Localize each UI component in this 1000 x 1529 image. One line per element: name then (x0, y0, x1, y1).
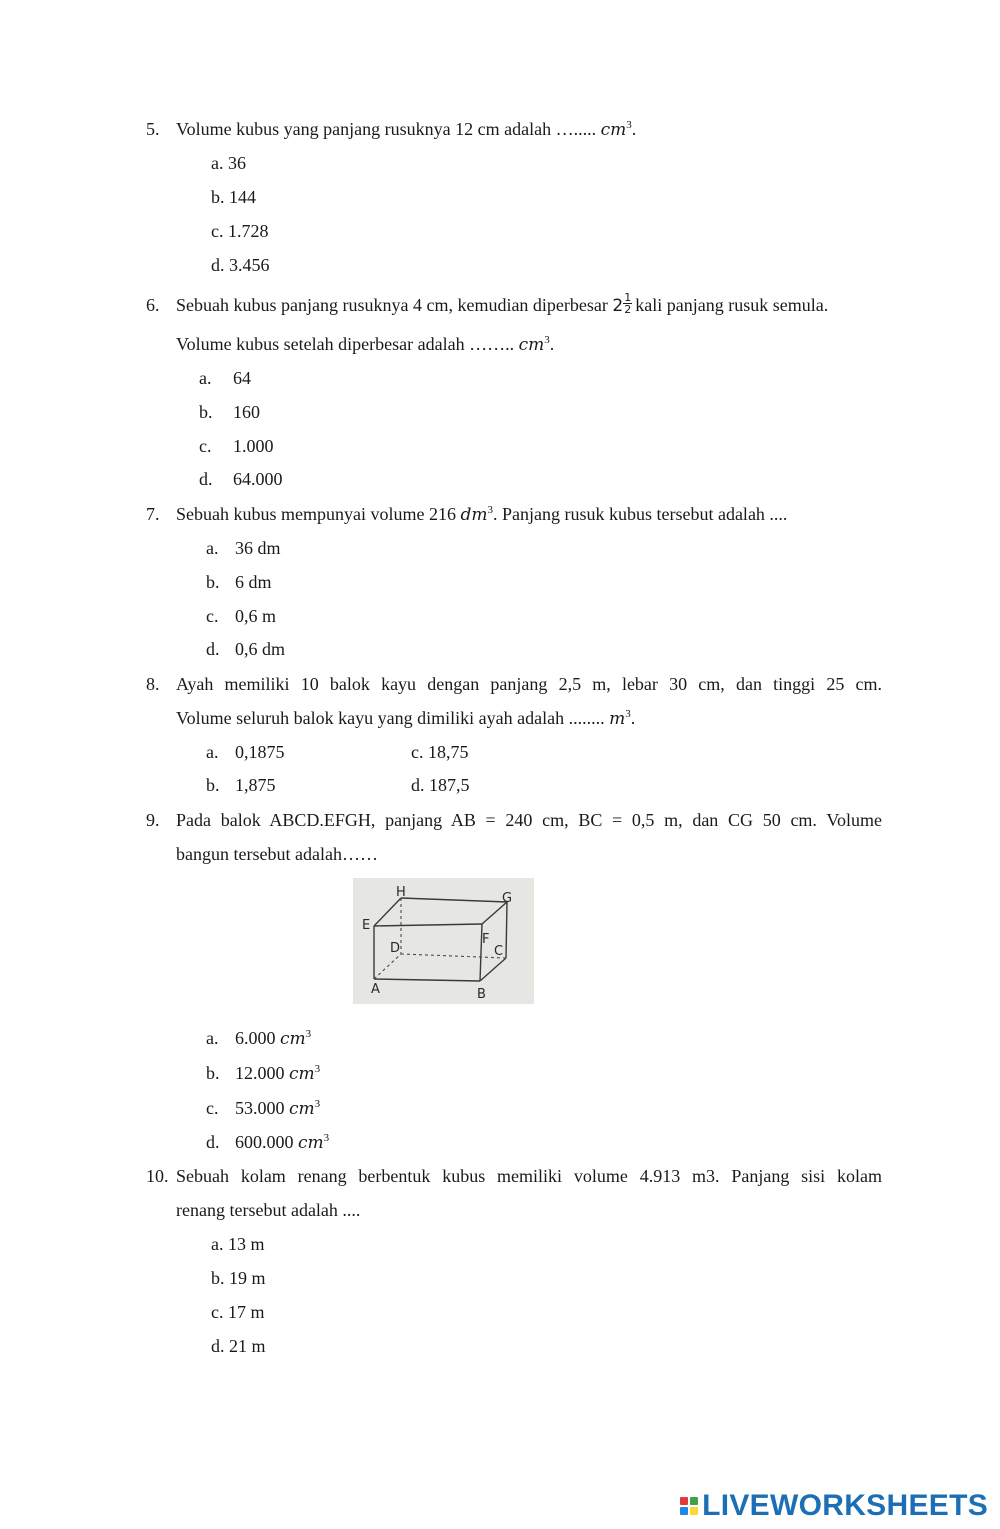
question-6-exponent: 3 (544, 334, 550, 346)
option-exponent: 3 (305, 1028, 312, 1040)
option-letter: a. (211, 1234, 224, 1254)
option-text: 36 (228, 153, 246, 173)
option-letter: b. (206, 572, 220, 592)
question-5-unit: cm (600, 120, 627, 140)
option-letter: c. (206, 1098, 219, 1118)
option-text: 12.000 (235, 1063, 289, 1083)
option-text: 6 dm (235, 572, 272, 592)
option-letter: a. (206, 742, 219, 762)
option-text: 17 m (228, 1302, 265, 1322)
option-letter: b. (206, 775, 220, 795)
logo-square-yellow (690, 1507, 698, 1515)
question-8-exponent: 3 (625, 708, 631, 720)
option-text: 0,6 dm (235, 639, 286, 659)
option-text: 1.000 (233, 436, 274, 456)
option-letter: c. (211, 1302, 224, 1322)
option-letter: d. (206, 639, 220, 659)
question-6-number: 6. (146, 295, 160, 315)
question-6-line2 (176, 334, 554, 355)
vertex-label-H: H (396, 885, 406, 900)
edge-GC (506, 902, 507, 958)
question-8-option-b[interactable] (206, 775, 276, 796)
vertex-label-G: G (502, 891, 513, 906)
question-7-stem-end: . Panjang rusuk kubus tersebut adalah .... (492, 504, 788, 524)
question-10-number: 10. (146, 1166, 169, 1186)
question-7-option-b[interactable] (206, 572, 272, 593)
question-7-option-c[interactable] (206, 606, 276, 627)
option-text: 64.000 (233, 469, 283, 489)
question-5-exponent: 3 (626, 119, 632, 131)
question-6-option-a[interactable] (199, 368, 251, 389)
question-6-option-b[interactable] (199, 402, 260, 423)
question-5-number: 5. (146, 119, 160, 139)
question-8-option-a[interactable] (206, 742, 285, 763)
question-9-option-d[interactable] (206, 1132, 329, 1153)
question-7-exponent: 3 (487, 504, 493, 516)
option-letter: c. (206, 606, 219, 626)
question-9-option-b[interactable] (206, 1063, 320, 1084)
option-exponent: 3 (323, 1132, 330, 1144)
question-6-option-c[interactable] (199, 436, 274, 457)
option-text: 600.000 (235, 1132, 298, 1152)
question-5-stem-end: . (631, 119, 637, 139)
option-text: 1,875 (235, 775, 276, 795)
question-8-line2 (176, 708, 635, 729)
question-6-option-d[interactable] (199, 469, 283, 490)
question-6-whole: 2 (612, 296, 624, 316)
option-letter: b. (206, 1063, 220, 1083)
option-letter: d. (411, 775, 425, 795)
question-10-line2: renang tersebut adalah .... (176, 1200, 361, 1220)
question-8-line1: Ayah memiliki 10 balok kayu dengan panjang 2,5 m, lebar 30 cm, dan tinggi 25 cm. (176, 674, 882, 694)
question-7-number: 7. (146, 504, 160, 524)
option-text: 0,6 m (235, 606, 277, 626)
vertex-label-C: C (494, 944, 504, 959)
option-text: 64 (233, 368, 251, 388)
liveworksheets-logo-text: LIVEWORKSHEETS (702, 1489, 988, 1522)
question-6-fraction (623, 292, 632, 315)
option-text: 36 dm (235, 538, 281, 558)
option-letter: c. (211, 221, 224, 241)
option-text: 13 m (228, 1234, 265, 1254)
option-text: 19 m (229, 1268, 266, 1288)
option-letter: b. (211, 1268, 225, 1288)
logo-square-red (680, 1497, 688, 1505)
vertex-label-B: B (477, 987, 486, 1002)
option-text: 6.000 (235, 1028, 280, 1048)
question-6-stem-2: Volume kubus setelah diperbesar adalah …….. (176, 334, 519, 354)
question-10-option-a[interactable] (211, 1234, 265, 1255)
question-5-option-c[interactable] (211, 221, 269, 242)
option-unit: cm (289, 1099, 315, 1119)
option-text: 1.728 (228, 221, 269, 241)
option-text: 187,5 (429, 775, 470, 795)
question-5-text (176, 119, 636, 140)
option-unit: cm (289, 1064, 315, 1084)
option-letter: d. (206, 1132, 220, 1152)
question-9-line2: bangun tersebut adalah…… (176, 844, 378, 864)
question-9-number: 9. (146, 810, 160, 830)
option-text: 3.456 (229, 255, 270, 275)
question-7-stem: Sebuah kubus mempunyai volume 216 (176, 504, 461, 524)
option-letter: a. (206, 538, 219, 558)
option-letter: b. (199, 402, 213, 422)
question-8-option-d[interactable] (411, 775, 470, 796)
option-letter: a. (199, 368, 212, 388)
option-text: 21 m (229, 1336, 266, 1356)
option-letter: c. (411, 742, 424, 762)
question-7-option-a[interactable] (206, 538, 281, 559)
question-5-option-b[interactable] (211, 187, 256, 208)
question-8-number: 8. (146, 674, 160, 694)
option-letter: c. (199, 436, 212, 456)
vertex-label-F: F (482, 932, 490, 947)
fraction-denominator: 2 (624, 303, 632, 317)
option-letter: b. (211, 187, 225, 207)
option-text: 53.000 (235, 1098, 289, 1118)
vertex-label-D: D (390, 941, 401, 956)
question-7-option-d[interactable] (206, 639, 285, 660)
question-7-text (176, 504, 787, 525)
question-6-stem: Sebuah kubus panjang rusuknya 4 cm, kemudian diperbesar (176, 295, 613, 315)
question-10-option-d[interactable] (211, 1336, 266, 1357)
question-5-option-d[interactable] (211, 255, 270, 276)
option-letter: d. (199, 469, 213, 489)
cuboid-diagram (353, 878, 534, 1004)
liveworksheets-logo[interactable] (680, 1491, 988, 1521)
option-unit: cm (280, 1029, 306, 1049)
question-8-unit: m (609, 709, 626, 729)
option-unit: cm (298, 1133, 324, 1153)
vertex-label-E: E (362, 918, 371, 933)
question-6-stem-end: kali panjang rusuk semula. (635, 295, 829, 315)
question-6-stem-2-end: . (549, 334, 555, 354)
vertex-label-A: A (371, 982, 380, 997)
question-8-option-c[interactable] (411, 742, 469, 763)
option-text: 144 (229, 187, 256, 207)
fraction-numerator: 1 (624, 291, 632, 305)
option-letter: d. (211, 255, 225, 275)
question-5-option-a[interactable] (211, 153, 246, 174)
option-exponent: 3 (314, 1063, 321, 1075)
option-letter: a. (211, 153, 224, 173)
question-10-line1: Sebuah kolam renang berbentuk kubus memiliki volume 4.913 m3. Panjang sisi kolam (176, 1166, 882, 1186)
option-text: 160 (233, 402, 260, 422)
question-6-line1 (176, 291, 829, 318)
question-9-line1: Pada balok ABCD.EFGH, panjang AB = 240 cm, BC = 0,5 m, dan CG 50 cm. Volume (176, 810, 882, 830)
question-6-unit: cm (518, 335, 545, 355)
question-8-stem-2: Volume seluruh balok kayu yang dimiliki ayah adalah ........ (176, 708, 610, 728)
question-7-unit: dm (460, 505, 488, 525)
question-5-stem: Volume kubus yang panjang rusuknya 12 cm adalah …..... (176, 119, 601, 139)
option-letter: d. (211, 1336, 225, 1356)
option-exponent: 3 (314, 1098, 321, 1110)
question-10-option-b[interactable] (211, 1268, 266, 1289)
question-9-option-c[interactable] (206, 1098, 320, 1119)
option-text: 0,1875 (235, 742, 285, 762)
question-8-stem-2-end: . (630, 708, 636, 728)
option-letter: a. (206, 1028, 219, 1048)
logo-square-blue (680, 1507, 688, 1515)
cuboid-figure (353, 878, 534, 1004)
question-9-option-a[interactable] (206, 1028, 311, 1049)
liveworksheets-logo-icon (680, 1497, 698, 1515)
question-10-option-c[interactable] (211, 1302, 265, 1323)
option-text: 18,75 (428, 742, 469, 762)
logo-square-green (690, 1497, 698, 1505)
